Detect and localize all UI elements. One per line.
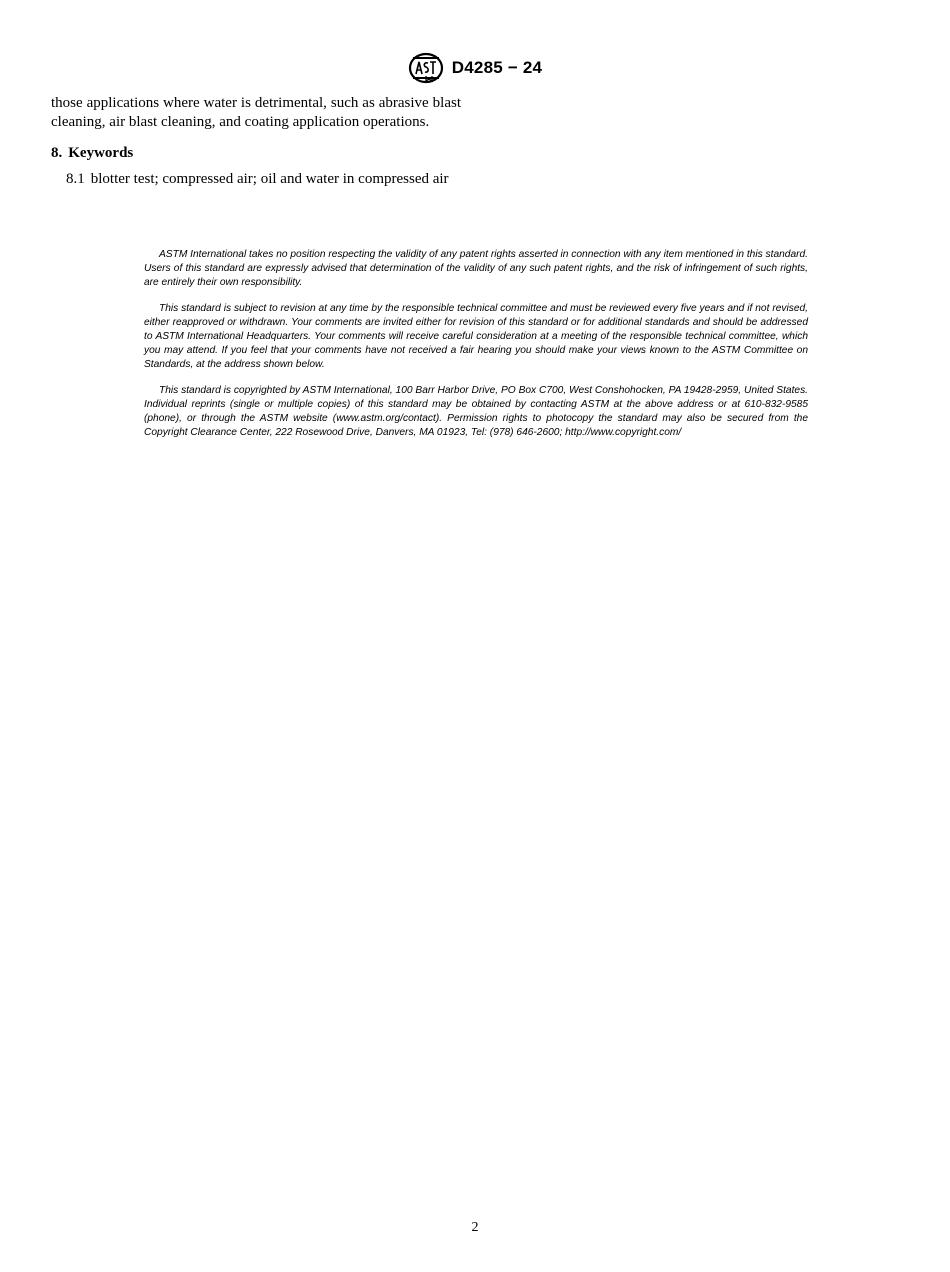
continuation-paragraph: those applications where water is detrimental, such as abrasive blast cleaning, air blast cleaning, and coating application operations.: [51, 95, 461, 130]
page-number: 2: [471, 1220, 479, 1235]
patent-notice: ASTM International takes no position respecting the validity of any patent rights asserted in connection with any item mentioned in this standard. Users of this standard are expressly advised that determination of the validity of any such patent rights, and the risk of infringement of such rights, are entirely their own responsibility.: [144, 249, 808, 288]
copyright-notice: This standard is copyrighted by ASTM International, 100 Barr Harbor Drive, PO Box C700, West Conshohocken, PA 19428-2959, United States. Individual reprints (single or multiple copies) of this standard may be obtained by contacting ASTM at the above address or at 610-832-9585 (phone), or through the ASTM website (www.astm.org/contact). Permission rights to photocopy the standard may also be secured from the Copyright Clearance Center, 222 Rosewood Drive, Danvers, MA 01923, Tel: (978) 646-2600; http://www.copyright.com/: [144, 385, 808, 438]
notices-block: [144, 248, 808, 453]
paragraph-number: 8.1: [66, 171, 85, 187]
section-title: Keywords: [68, 145, 134, 161]
astm-logo-icon: [408, 52, 444, 84]
revision-notice: This standard is subject to revision at any time by the responsible technical committee and must be reviewed every five years and if not revised, either reapproved or withdrawn. Your comments are invited either for revision of this standard or for additional standards and should be addressed to ASTM International Headquarters. Your comments will receive careful consideration at a meeting of the responsible technical committee, which you may attend. If you feel that your comments have not received a fair hearing you should make your views known to the ASTM Committee on Standards, at the address shown below.: [144, 303, 808, 370]
body-column: [51, 94, 461, 189]
section-number: 8.: [51, 145, 63, 161]
standard-designation: D4285 − 24: [451, 58, 543, 77]
page-header: [0, 52, 950, 84]
keywords-paragraph: [51, 170, 461, 189]
keywords-text: blotter test; compressed air; oil and water in compressed air: [90, 171, 449, 187]
section-heading: [51, 144, 461, 163]
